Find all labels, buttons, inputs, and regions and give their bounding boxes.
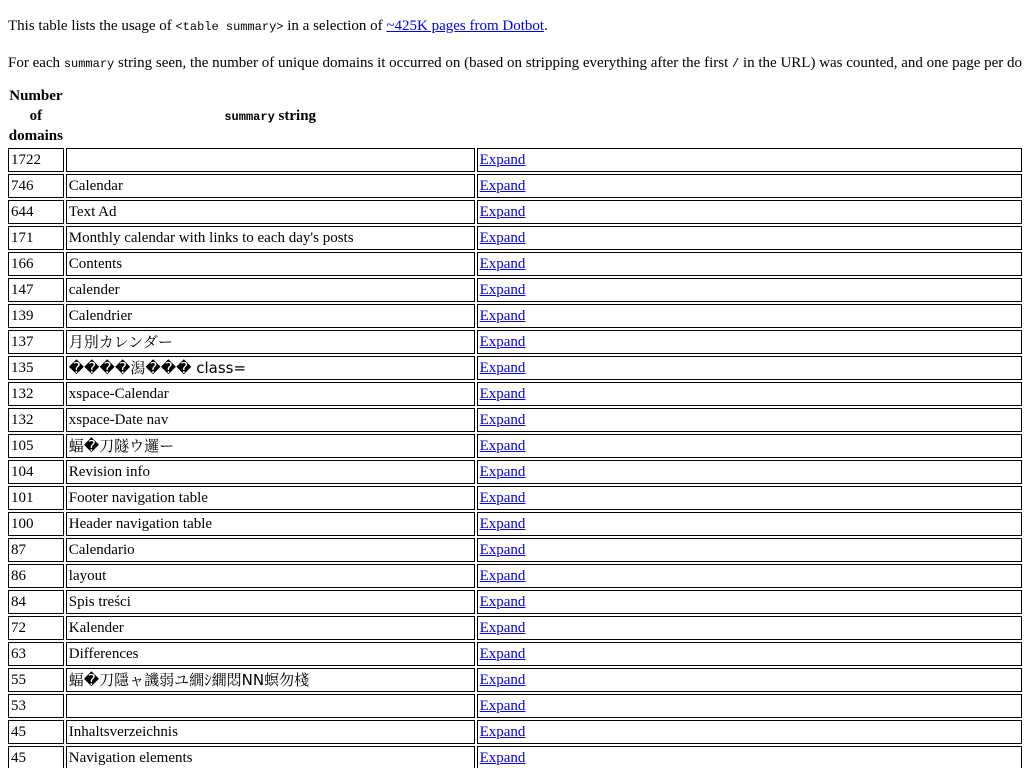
domain-count-cell: 105 xyxy=(8,434,64,458)
summary-string-cell: xspace-Calendar xyxy=(66,382,475,406)
domain-count-cell: 45 xyxy=(8,746,64,768)
domain-count-cell: 137 xyxy=(8,330,64,354)
domain-count-cell: 166 xyxy=(8,252,64,276)
method-paragraph xyxy=(8,36,1024,73)
expand-cell xyxy=(477,330,1022,354)
expand-cell xyxy=(477,746,1022,768)
header-num-line: domains xyxy=(8,128,63,144)
expand-link[interactable]: Expand xyxy=(479,620,526,636)
expand-cell xyxy=(477,174,1022,198)
expand-link[interactable]: Expand xyxy=(479,750,526,766)
intro-paragraph xyxy=(8,0,1024,36)
expand-link[interactable]: Expand xyxy=(479,308,526,324)
summary-string-cell: Header navigation table xyxy=(66,512,475,536)
table-row xyxy=(8,330,1022,354)
summary-string-cell: Contents xyxy=(66,252,475,276)
table-header-row xyxy=(8,86,1022,146)
dotbot-link[interactable]: ~425K pages from Dotbot xyxy=(386,18,545,34)
expand-link[interactable]: Expand xyxy=(479,334,526,350)
method-code: summary xyxy=(63,57,115,71)
table-row xyxy=(8,590,1022,614)
expand-link[interactable]: Expand xyxy=(479,672,526,688)
domain-count-cell: 171 xyxy=(8,226,64,250)
header-summary-text: string xyxy=(274,107,317,124)
expand-cell xyxy=(477,668,1022,692)
domain-count-cell: 72 xyxy=(8,616,64,640)
domain-count-cell: 147 xyxy=(8,278,64,302)
expand-link[interactable]: Expand xyxy=(479,256,526,272)
table-row xyxy=(8,226,1022,250)
expand-link[interactable]: Expand xyxy=(479,724,526,740)
expand-cell xyxy=(477,252,1022,276)
domain-count-cell: 104 xyxy=(8,460,64,484)
domain-count-cell: 87 xyxy=(8,538,64,562)
table-row xyxy=(8,720,1022,744)
expand-cell xyxy=(477,226,1022,250)
summary-string-cell: 蝠�刀隧ウ邏ー xyxy=(66,434,475,458)
header-number-of-domains xyxy=(8,86,64,146)
table-row xyxy=(8,408,1022,432)
table-row xyxy=(8,486,1022,510)
table-row xyxy=(8,460,1022,484)
table-row xyxy=(8,538,1022,562)
table-row xyxy=(8,174,1022,198)
expand-link[interactable]: Expand xyxy=(479,646,526,662)
summary-string-cell: Differences xyxy=(66,642,475,666)
expand-link[interactable]: Expand xyxy=(479,594,526,610)
table-row xyxy=(8,668,1022,692)
expand-cell xyxy=(477,486,1022,510)
method-text-after: in the URL) was counted, and one page per do xyxy=(739,55,1023,71)
domain-count-cell: 84 xyxy=(8,590,64,614)
table-row xyxy=(8,616,1022,640)
expand-link[interactable]: Expand xyxy=(479,282,526,298)
table-row xyxy=(8,564,1022,588)
summary-string-cell: Navigation elements xyxy=(66,746,475,768)
expand-link[interactable]: Expand xyxy=(479,230,526,246)
expand-link[interactable]: Expand xyxy=(479,178,526,194)
domain-count-cell: 53 xyxy=(8,694,64,718)
table-row xyxy=(8,148,1022,172)
summary-string-cell: Revision info xyxy=(66,460,475,484)
domain-count-cell: 101 xyxy=(8,486,64,510)
intro-text-before: This table lists the usage of xyxy=(8,18,176,34)
header-summary-string xyxy=(66,86,475,146)
expand-link[interactable]: Expand xyxy=(479,568,526,584)
table-row xyxy=(8,200,1022,224)
expand-link[interactable]: Expand xyxy=(479,152,526,168)
expand-cell xyxy=(477,616,1022,640)
table-row xyxy=(8,382,1022,406)
summary-string-cell: layout xyxy=(66,564,475,588)
table-row xyxy=(8,356,1022,380)
summary-string-cell: Calendrier xyxy=(66,304,475,328)
table-row xyxy=(8,278,1022,302)
summary-string-cell: Footer navigation table xyxy=(66,486,475,510)
expand-link[interactable]: Expand xyxy=(479,542,526,558)
table-row xyxy=(8,434,1022,458)
domain-count-cell: 55 xyxy=(8,668,64,692)
table-row xyxy=(8,642,1022,666)
expand-cell xyxy=(477,434,1022,458)
domain-count-cell: 135 xyxy=(8,356,64,380)
summary-usage-table xyxy=(6,84,1024,768)
expand-link[interactable]: Expand xyxy=(479,698,526,714)
expand-cell xyxy=(477,356,1022,380)
expand-link[interactable]: Expand xyxy=(479,204,526,220)
header-summary-code: summary xyxy=(224,109,275,124)
domain-count-cell: 132 xyxy=(8,408,64,432)
summary-string-cell: 蝠�刀隱ャ譏弱ユ繝ｼ繝悶ΝN螟勿棧 xyxy=(66,668,475,692)
expand-link[interactable]: Expand xyxy=(479,360,526,376)
domain-count-cell: 63 xyxy=(8,642,64,666)
table-row xyxy=(8,746,1022,768)
intro-code: <table summary> xyxy=(175,20,284,34)
domain-count-cell: 644 xyxy=(8,200,64,224)
summary-string-cell: Spis treści xyxy=(66,590,475,614)
expand-cell xyxy=(477,694,1022,718)
header-expand xyxy=(477,86,1022,146)
expand-cell xyxy=(477,148,1022,172)
domain-count-cell: 45 xyxy=(8,720,64,744)
summary-string-cell: ����潟��� class= xyxy=(66,356,475,380)
summary-string-cell: xspace-Date nav xyxy=(66,408,475,432)
expand-cell xyxy=(477,564,1022,588)
summary-string-cell: calender xyxy=(66,278,475,302)
summary-string-cell: Calendar xyxy=(66,174,475,198)
intro-text-middle: in a selection of xyxy=(283,18,387,34)
method-text-middle: string seen, the number of unique domains it occurred on (based on stripping everything after the first xyxy=(114,55,732,71)
summary-string-cell: Kalender xyxy=(66,616,475,640)
expand-link[interactable]: Expand xyxy=(479,490,526,506)
header-num-line: of xyxy=(29,108,43,124)
summary-string-cell: Monthly calendar with links to each day's posts xyxy=(66,226,475,250)
summary-string-cell xyxy=(66,148,475,172)
expand-cell xyxy=(477,720,1022,744)
domain-count-cell: 86 xyxy=(8,564,64,588)
expand-cell xyxy=(477,512,1022,536)
summary-string-cell: 月別カレンダー xyxy=(66,330,475,354)
table-body xyxy=(8,148,1022,768)
expand-cell xyxy=(477,590,1022,614)
expand-cell xyxy=(477,278,1022,302)
table-row xyxy=(8,304,1022,328)
expand-link[interactable]: Expand xyxy=(479,386,526,402)
expand-cell xyxy=(477,382,1022,406)
table-row xyxy=(8,252,1022,276)
header-num-line: Number xyxy=(9,88,63,104)
domain-count-cell: 139 xyxy=(8,304,64,328)
method-code-slash: / xyxy=(732,57,740,71)
table-row xyxy=(8,694,1022,718)
domain-count-cell: 746 xyxy=(8,174,64,198)
intro-text-after: . xyxy=(544,18,548,34)
domain-count-cell: 132 xyxy=(8,382,64,406)
expand-cell xyxy=(477,538,1022,562)
expand-cell xyxy=(477,460,1022,484)
expand-cell xyxy=(477,304,1022,328)
domain-count-cell: 1722 xyxy=(8,148,64,172)
expand-cell xyxy=(477,408,1022,432)
summary-string-cell: Inhaltsverzeichnis xyxy=(66,720,475,744)
expand-link[interactable]: Expand xyxy=(479,464,526,480)
table-row xyxy=(8,512,1022,536)
expand-link[interactable]: Expand xyxy=(479,516,526,532)
summary-string-cell: Text Ad xyxy=(66,200,475,224)
expand-cell xyxy=(477,642,1022,666)
expand-link[interactable]: Expand xyxy=(479,412,526,428)
method-text-before: For each xyxy=(8,55,64,71)
domain-count-cell: 100 xyxy=(8,512,64,536)
expand-cell xyxy=(477,200,1022,224)
expand-link[interactable]: Expand xyxy=(479,438,526,454)
summary-string-cell xyxy=(66,694,475,718)
summary-string-cell: Calendario xyxy=(66,538,475,562)
